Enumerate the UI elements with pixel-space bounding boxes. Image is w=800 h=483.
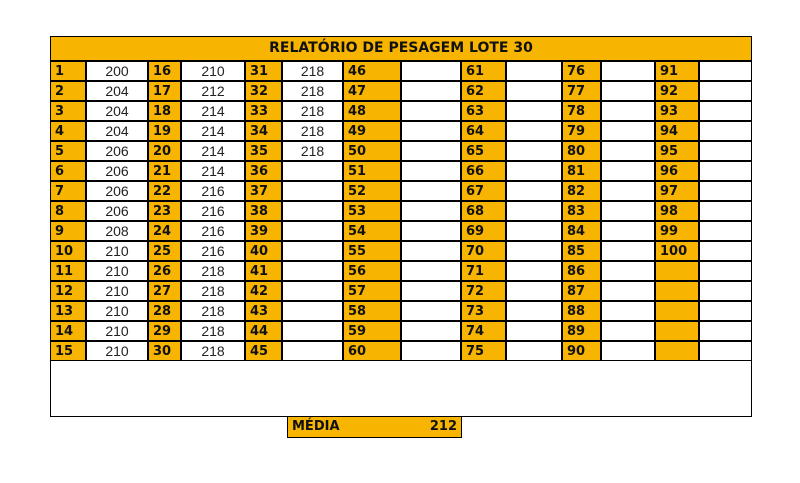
cell-weight	[401, 141, 461, 161]
cell-weight	[282, 261, 343, 281]
cell-weight	[401, 241, 461, 261]
cell-number: 45	[245, 341, 282, 361]
cell-number: 26	[148, 261, 181, 281]
cell-number: 2	[50, 81, 86, 101]
cell-weight	[699, 101, 752, 121]
cell-number: 63	[461, 101, 506, 121]
cell-number: 54	[343, 221, 401, 241]
cell-number: 93	[655, 101, 699, 121]
cell-weight	[506, 301, 562, 321]
cell-weight	[699, 181, 752, 201]
cell-number: 33	[245, 101, 282, 121]
cell-weight	[601, 141, 655, 161]
cell-weight: 218	[282, 61, 343, 81]
cell-weight	[601, 221, 655, 241]
cell-number: 96	[655, 161, 699, 181]
cell-number: 14	[50, 321, 86, 341]
cell-number: 8	[50, 201, 86, 221]
cell-number: 38	[245, 201, 282, 221]
cell-number	[655, 261, 699, 281]
cell-weight	[699, 161, 752, 181]
cell-number: 29	[148, 321, 181, 341]
cell-number: 100	[655, 241, 699, 261]
cell-weight: 206	[86, 141, 148, 161]
cell-number: 84	[562, 221, 601, 241]
cell-weight: 208	[86, 221, 148, 241]
cell-weight	[699, 201, 752, 221]
cell-number: 71	[461, 261, 506, 281]
cell-number	[655, 301, 699, 321]
cell-weight	[401, 61, 461, 81]
cell-number: 32	[245, 81, 282, 101]
cell-weight	[282, 341, 343, 361]
cell-weight: 218	[282, 121, 343, 141]
cell-weight: 206	[86, 161, 148, 181]
cell-weight	[282, 321, 343, 341]
cell-number: 39	[245, 221, 282, 241]
cell-number: 74	[461, 321, 506, 341]
average-label: MÉDIA	[292, 419, 340, 434]
cell-number: 11	[50, 261, 86, 281]
cell-number: 65	[461, 141, 506, 161]
cell-number: 86	[562, 261, 601, 281]
cell-weight: 204	[86, 81, 148, 101]
cell-weight	[282, 181, 343, 201]
cell-weight: 218	[282, 101, 343, 121]
average-box	[287, 416, 462, 438]
cell-weight	[401, 301, 461, 321]
cell-weight	[699, 61, 752, 81]
cell-weight	[401, 81, 461, 101]
cell-weight	[401, 281, 461, 301]
cell-number: 72	[461, 281, 506, 301]
cell-weight: 200	[86, 61, 148, 81]
cell-number: 34	[245, 121, 282, 141]
cell-number: 5	[50, 141, 86, 161]
cell-number: 77	[562, 81, 601, 101]
cell-weight	[699, 281, 752, 301]
cell-number: 7	[50, 181, 86, 201]
cell-weight	[601, 161, 655, 181]
cell-number: 15	[50, 341, 86, 361]
cell-number: 27	[148, 281, 181, 301]
cell-number: 4	[50, 121, 86, 141]
cell-weight	[282, 221, 343, 241]
cell-weight	[601, 201, 655, 221]
cell-weight: 214	[181, 141, 245, 161]
cell-weight	[401, 181, 461, 201]
cell-weight	[401, 101, 461, 121]
cell-weight	[401, 221, 461, 241]
cell-weight: 210	[86, 301, 148, 321]
cell-number	[655, 281, 699, 301]
cell-weight	[601, 301, 655, 321]
average-value: 212	[429, 419, 457, 434]
cell-number: 44	[245, 321, 282, 341]
cell-number: 56	[343, 261, 401, 281]
cell-weight	[699, 81, 752, 101]
cell-number: 6	[50, 161, 86, 181]
cell-weight	[699, 141, 752, 161]
report-title: RELATÓRIO DE PESAGEM LOTE 30	[50, 36, 752, 61]
cell-number: 31	[245, 61, 282, 81]
cell-weight	[282, 161, 343, 181]
cell-weight: 204	[86, 121, 148, 141]
cell-weight	[401, 341, 461, 361]
cell-number: 62	[461, 81, 506, 101]
cell-weight	[401, 261, 461, 281]
cell-weight: 218	[181, 261, 245, 281]
cell-weight	[401, 201, 461, 221]
cell-weight	[601, 341, 655, 361]
cell-weight	[506, 221, 562, 241]
cell-weight	[699, 261, 752, 281]
cell-number: 73	[461, 301, 506, 321]
cell-number	[655, 321, 699, 341]
cell-number: 53	[343, 201, 401, 221]
cell-weight: 210	[86, 321, 148, 341]
cell-weight: 210	[86, 241, 148, 261]
cell-number	[655, 341, 699, 361]
cell-number: 92	[655, 81, 699, 101]
cell-weight: 218	[181, 321, 245, 341]
cell-number: 42	[245, 281, 282, 301]
cell-weight	[401, 321, 461, 341]
cell-weight: 216	[181, 181, 245, 201]
cell-number: 22	[148, 181, 181, 201]
cell-number: 25	[148, 241, 181, 261]
cell-weight	[506, 181, 562, 201]
cell-weight	[699, 241, 752, 261]
cell-weight: 210	[181, 61, 245, 81]
cell-weight: 210	[86, 261, 148, 281]
cell-number: 9	[50, 221, 86, 241]
cell-weight	[506, 81, 562, 101]
cell-number: 19	[148, 121, 181, 141]
cell-number: 57	[343, 281, 401, 301]
cell-number: 85	[562, 241, 601, 261]
cell-number: 99	[655, 221, 699, 241]
cell-weight	[282, 281, 343, 301]
cell-number: 60	[343, 341, 401, 361]
cell-weight: 216	[181, 241, 245, 261]
cell-weight	[506, 341, 562, 361]
cell-number: 69	[461, 221, 506, 241]
cell-weight	[601, 61, 655, 81]
cell-weight	[506, 161, 562, 181]
cell-weight: 216	[181, 221, 245, 241]
cell-number: 97	[655, 181, 699, 201]
cell-number: 28	[148, 301, 181, 321]
cell-number: 3	[50, 101, 86, 121]
cell-number: 68	[461, 201, 506, 221]
cell-weight	[282, 201, 343, 221]
cell-number: 1	[50, 61, 86, 81]
cell-weight	[601, 241, 655, 261]
cell-weight	[506, 141, 562, 161]
cell-number: 95	[655, 141, 699, 161]
cell-number: 89	[562, 321, 601, 341]
cell-weight	[506, 61, 562, 81]
cell-number: 40	[245, 241, 282, 261]
cell-number: 21	[148, 161, 181, 181]
cell-number: 67	[461, 181, 506, 201]
cell-weight	[699, 321, 752, 341]
cell-weight	[601, 101, 655, 121]
cell-number: 98	[655, 201, 699, 221]
cell-weight: 214	[181, 161, 245, 181]
cell-number: 48	[343, 101, 401, 121]
cell-weight	[601, 181, 655, 201]
cell-number: 59	[343, 321, 401, 341]
cell-weight	[506, 321, 562, 341]
cell-weight: 204	[86, 101, 148, 121]
cell-weight	[282, 241, 343, 261]
cell-weight: 214	[181, 101, 245, 121]
cell-weight	[601, 81, 655, 101]
cell-number: 23	[148, 201, 181, 221]
cell-number: 49	[343, 121, 401, 141]
cell-number: 76	[562, 61, 601, 81]
cell-number: 43	[245, 301, 282, 321]
cell-number: 47	[343, 81, 401, 101]
cell-number: 82	[562, 181, 601, 201]
cell-weight: 206	[86, 181, 148, 201]
cell-number: 91	[655, 61, 699, 81]
cell-weight	[506, 121, 562, 141]
cell-weight: 210	[86, 281, 148, 301]
cell-weight: 218	[181, 301, 245, 321]
cell-number: 61	[461, 61, 506, 81]
cell-number: 78	[562, 101, 601, 121]
cell-weight: 214	[181, 121, 245, 141]
cell-weight	[601, 121, 655, 141]
cell-number: 46	[343, 61, 401, 81]
cell-weight	[601, 281, 655, 301]
cell-number: 37	[245, 181, 282, 201]
cell-number: 81	[562, 161, 601, 181]
cell-number: 18	[148, 101, 181, 121]
cell-number: 52	[343, 181, 401, 201]
cell-weight	[401, 161, 461, 181]
cell-number: 87	[562, 281, 601, 301]
cell-number: 36	[245, 161, 282, 181]
cell-weight	[601, 261, 655, 281]
cell-weight	[699, 221, 752, 241]
cell-number: 55	[343, 241, 401, 261]
cell-number: 13	[50, 301, 86, 321]
cell-number: 75	[461, 341, 506, 361]
cell-number: 30	[148, 341, 181, 361]
cell-weight	[699, 301, 752, 321]
cell-number: 50	[343, 141, 401, 161]
cell-number: 94	[655, 121, 699, 141]
cell-weight: 218	[282, 141, 343, 161]
cell-weight: 206	[86, 201, 148, 221]
cell-weight	[601, 321, 655, 341]
cell-number: 51	[343, 161, 401, 181]
cell-weight: 218	[282, 81, 343, 101]
cell-number: 17	[148, 81, 181, 101]
cell-weight	[282, 301, 343, 321]
cell-weight	[506, 101, 562, 121]
cell-number: 24	[148, 221, 181, 241]
cell-number: 80	[562, 141, 601, 161]
cell-number: 90	[562, 341, 601, 361]
cell-weight	[699, 341, 752, 361]
cell-number: 70	[461, 241, 506, 261]
cell-weight	[506, 241, 562, 261]
cell-number: 83	[562, 201, 601, 221]
cell-weight: 218	[181, 341, 245, 361]
cell-number: 20	[148, 141, 181, 161]
cell-number: 12	[50, 281, 86, 301]
cell-weight: 210	[86, 341, 148, 361]
cell-number: 66	[461, 161, 506, 181]
cell-weight	[506, 281, 562, 301]
cell-number: 58	[343, 301, 401, 321]
cell-number: 16	[148, 61, 181, 81]
cell-weight	[699, 121, 752, 141]
cell-weight: 212	[181, 81, 245, 101]
cell-weight: 218	[181, 281, 245, 301]
cell-number: 79	[562, 121, 601, 141]
cell-weight	[506, 261, 562, 281]
cell-weight: 216	[181, 201, 245, 221]
cell-number: 88	[562, 301, 601, 321]
cell-number: 64	[461, 121, 506, 141]
cell-number: 35	[245, 141, 282, 161]
cell-number: 41	[245, 261, 282, 281]
cell-weight	[506, 201, 562, 221]
cell-weight	[401, 121, 461, 141]
cell-number: 10	[50, 241, 86, 261]
